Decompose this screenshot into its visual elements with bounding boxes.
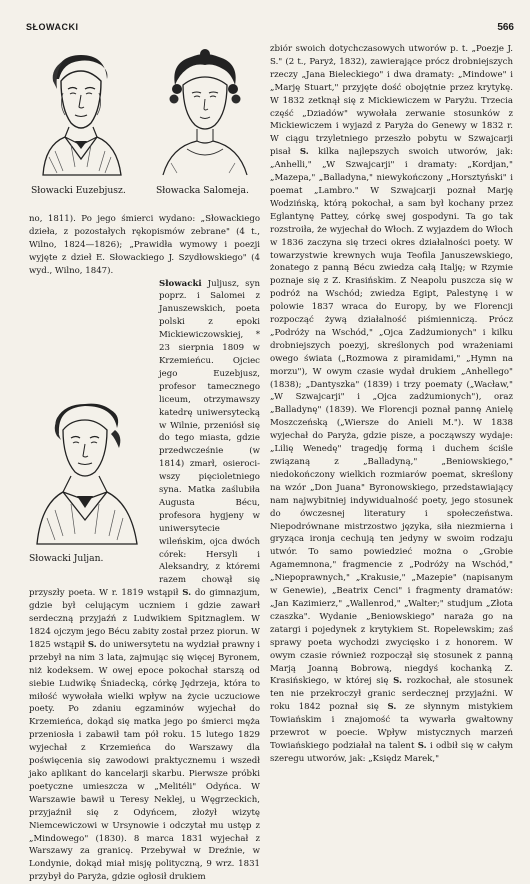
portrait-salomeja — [157, 49, 253, 177]
page-number: 566 — [497, 22, 514, 33]
page-header — [26, 22, 514, 36]
running-head: SŁOWACKI — [26, 22, 79, 32]
right-abbrev-s-1: S. — [299, 147, 309, 158]
caption-euzebiusz: Słowacki Euzebjusz. — [31, 185, 126, 196]
right-column-text — [270, 43, 513, 766]
right-abbrev-s-4: S. — [417, 740, 427, 751]
right-text-part-3: rozkochał, ale stosunek ten nie przekroczył granic serdecznej przyjaźni. W roku 1842 poznał się — [270, 676, 513, 713]
caption-juljan: Słowacki Juljan. — [29, 552, 104, 564]
entry-headword: Słowacki — [159, 278, 202, 289]
right-abbrev-s-2: S. — [393, 676, 403, 687]
portrait-euzebiusz — [35, 49, 127, 177]
left-column — [29, 43, 260, 883]
right-column — [270, 43, 513, 764]
entry-text-part-3: do uniwersytetu na wydział prawny i przebył na nim 3 lata, zajmując się więcej Byronem, niż kodeksem. W owej epoce pokochał starszą od siebie Ludwikę Śniadecką, córkę Jędrzeja, która to miłość wywołała wielki wpływ na życie uczuciowe poety. Po zdaniu egzaminów wyjechał do Krzemieńca, dokąd się matka jego po śmierci męża przeniosła i zabawił tam pół roku. 15 lutego 1829 wyjechał z Krzemieńca do Warszawy dla poświęcenia się zawodowi praktycznemu i wszedł jako aplikant do kancelarji skarbu. Pierwsze próbki poetyczne umieszcza w „Melitéli" Odyńca. W Warszawie bawił u Teresy Neklej, u Węgrzeckich, przyjaźnił się z Odyńcem, złożył wizytę Niemcewiczowi w Ursynowie i odczytał mu ustęp z „Mindowego" (1830). 8 marca 1831 wyjechał z Warszawy za granicę. Przebywał w Dreźnie, w Londynie, dokąd miał misję polityczną, 9 wrz. 1831 przybył do Paryża, gdzie ogłosił drukiem — [29, 639, 260, 883]
right-text-part-2: kilka najlepszych swoich utworów, jak: „Anhelli," „W Szwajcarji" i dramaty: „Kordjan," „Mazepa," „Balladyna," niewykończony „Horsztyński" i poemat „Lambro." W Szwajcarji poznał Marję Wodzińską, którą pokochał, a sam był kochany przez Eglantynę Pattey, córkę swej gospodyni. Ta go tak rozstroiła, że wyjechał do Włoch. Z wyjazdem do Włoch w 1836 zaczyna się trzeci okres działalności poety. W towarzystwie krewnych wuja Teofila Januszewskiego, żonatego z panną Bécu zwiedza całą Italję; w Rzymie poznaje się z Z. Krasińskim. Z Neapolu puszcza się w podróż na Wschód; zwiedza Egipt, Palestynę i w polowie 1837 wraca do Europy, by we Florencji rozpocząć żywą działalność piśmienniczą. Prócz „Podróży na Wschód," „Ojca Zadżumionych" i kilku drobniejszych poezyj, skreślonych pod wrażeniami owego świata („Rozmowa z piramidami," „Hymn na morzu"), W owym czasie wydał drukiem „Anhellego" (1838); „Dantyszka" (1839) i trzy poematy („Wacław," „W Szwajcarji" i „Ojca zadżumionych"), oraz „Balladynę" (1839). We Florencji poznał pannę Anielę Moszczeńską („Wiersze do Anieli M."). W 1838 wyjechał do Paryża, gdzie pisze, a począwszy wydaje: „Lilię Wenedę" tragedję formą i duchem ściśle związaną z „Balladyną," „Beniowskiego," niedokończony wielkich rozmiarów poemat, skreślony na wzór „Don Juana" Byronowskiego, przedstawiający nam najwybitniej indywidualność poety, jego stosunek do ówczesnej literatury i społeczeństwa. Niepodrównane mistrzostwo języka, siła niezmierna i gryząca ironja cechują ten jedyny w swoim rodzaju utwór. To samo powiedzieć można o „Grobie Agamemnona," fragmencie z „Podróży na Wschód," „Niepoprawnych," „Krakusie," „Mazepie" (napisanym w Genewie), „Beatrix Cenci" i fragmenty dramatów: „Jan Kazimierz," „Wallenrod," „Walter;" studjum „Złota czaszka". Wydanie „Beniowskiego" naraża go na zatargi i pojedynek z krytykiem St. Ropelewskim; zaś sprawy poeta wychodzi zwycięsko i z honorem. W owym czasie również rozpoczął się stosunek z panną Marją Joanną Bobrową, niegdyś kochanką Z. Krasińskiego, w której się — [270, 147, 513, 687]
portrait-juljan — [27, 396, 151, 584]
entry-text-part-1: Juljusz, syn poprz. i Salomei z Januszewskich, poeta polski z epoki Mickiewiczowskiej, * 23 sierpnia 1809 w Krzemieńcu. Ojciec jego Euzebjusz, profesor tamecznego liceum, otrzymawszy katedrę uniwersytecką w Wilnie, przeniósł się do tego miasta, gdzie przedwcześnie (w 1814) zmarł, osierociwszy pięcioletniego syna. Matka zaślubiła Augusta Bécu, profesora hygjeny w uniwersytecie wileńskim, ojca dwóch córek: Hersyli i Aleksandry, z któremi razem chowął się przyszły poeta. W r. 1819 wstąpił — [29, 278, 260, 599]
right-text-part-5: i odbił się w całym szeregu utworów, jak: „Księdz Marek," — [270, 740, 513, 764]
right-text-part-4: ze słynnym mistykiem Towiańskim i znajomość ta wywarła gwałtowny przewrot w poecie. Wpływ mistycznych marzeń Towiańskiego podziałał na talent — [270, 702, 513, 751]
entry-abbrev-s-1: S. — [182, 588, 192, 599]
right-text-part-1: zbiór swoich dotychczasowych utworów p. t. „Poezje J. S." (2 t., Paryż, 1832), zawierające prócz drobniejszych rzeczy „Jana Bieleckiego" i dwa dramaty: „Mindowe" i „Marję Stuart," przyjęte dość obojętnie przez krytykę. W 1832 zetknął się z Mickiewiczem w Paryżu. Trzecia część „Dziadów" wywołała zerwanie stosunków z Mickiewiczem i wyjazd z Paryża do Genewy w 1832 r. W ciągu trzyletniego przeszło pobytu w Szwajcarji pisał — [270, 44, 513, 158]
caption-salomeja: Słowacka Salomeja. — [156, 185, 249, 196]
portrait-pair — [29, 43, 260, 211]
right-abbrev-s-3: S. — [387, 702, 397, 713]
entry-text-part-2: do gimnazjum, gdzie był celującym uczniem i gdzie zawarł serdeczną przyjaźń z Ludwikiem Spitznaglem. W 1824 ojczym jego Bécu zabity został przez piorun. W 1825 wstąpił — [29, 588, 260, 650]
entry-abbrev-s-2: S. — [87, 639, 97, 650]
paragraph-intro: no, 1811). Po jego śmierci wydano: „Słowackiego dzieła, z pozostałych rękopismów zebrane" (4 t., Wilno, 1824—1826); „Prawidła wymowy i poezji wyjęte z dzieł E. Słowackiego J. Szydłowskiego" (4 wyd., Wilno, 1847). — [29, 214, 260, 276]
